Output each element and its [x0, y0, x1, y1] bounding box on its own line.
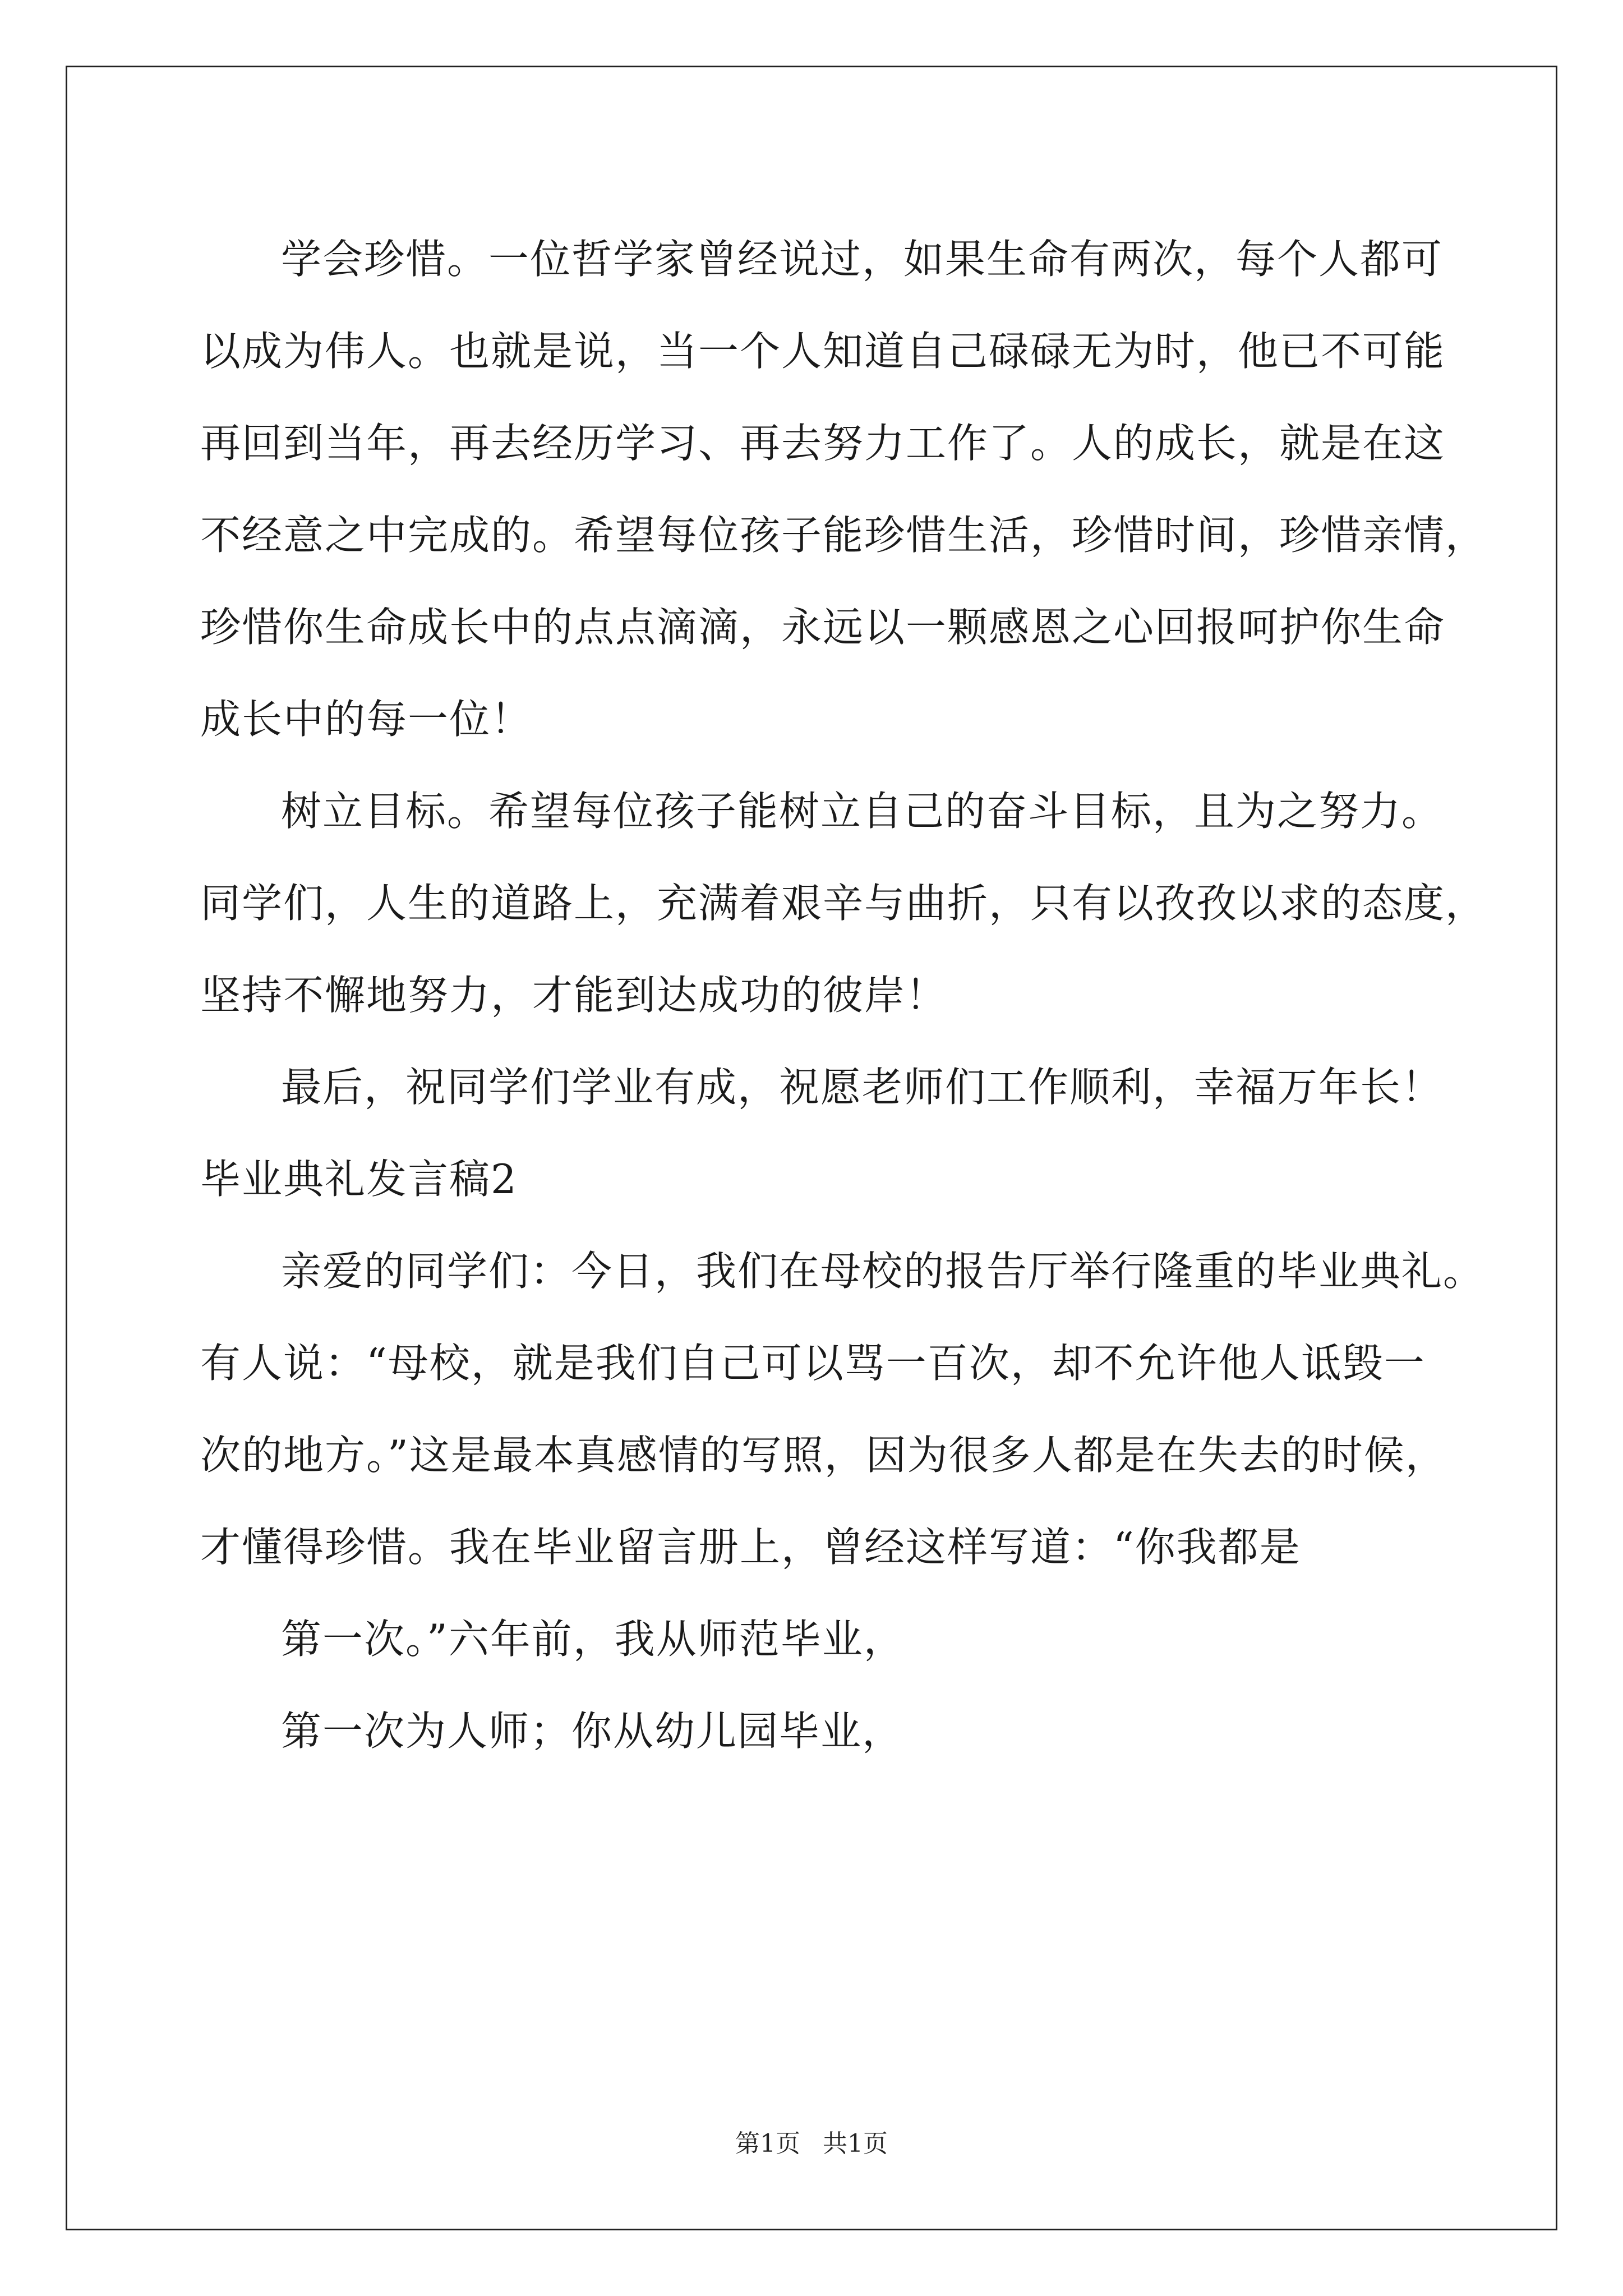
text-line: 最后，祝同学们学业有成，祝愿老师们工作顺利，幸福万年长！ — [281, 1064, 1444, 1111]
page-footer — [0, 2127, 1623, 2161]
text-line: 亲爱的同学们：今日，我们在母校的报告厅举行隆重的毕业典礼。 — [281, 1248, 1485, 1295]
document-body — [200, 213, 1487, 1777]
page-total: 共1页 — [823, 2129, 888, 2158]
text-line: 第一次为人师；你从幼儿园毕业， — [281, 1708, 904, 1755]
text-line: 树立目标。希望每位孩子能树立自己的奋斗目标，且为之努力。 — [281, 788, 1444, 835]
page-number: 第1页 — [735, 2129, 800, 2158]
text-line: 有人说：“母校，就是我们自己可以骂一百次，却不允许他人诋毁一 — [200, 1340, 1426, 1387]
text-line: 珍惜你生命成长中的点点滴滴，永远以一颗感恩之心回报呵护你生命 — [200, 604, 1446, 651]
text-line: 成长中的每一位！ — [200, 696, 533, 743]
text-line: 再回到当年，再去经历学习、再去努力工作了。人的成长，就是在这 — [200, 420, 1446, 467]
text-line: 同学们，人生的道路上，充满着艰辛与曲折，只有以孜孜以求的态度， — [200, 880, 1487, 927]
text-line: 学会珍惜。一位哲学家曾经说过，如果生命有两次，每个人都可 — [281, 236, 1444, 283]
text-line: 才懂得珍惜。我在毕业留言册上，曾经这样写道：“你我都是 — [200, 1524, 1301, 1571]
text-line: 坚持不懈地努力，才能到达成功的彼岸！ — [200, 972, 948, 1019]
text-line: 不经意之中完成的。希望每位孩子能珍惜生活，珍惜时间，珍惜亲情， — [200, 512, 1487, 559]
text-line: 第一次。”六年前，我从师范毕业， — [281, 1616, 905, 1663]
text-line: 以成为伟人。也就是说，当一个人知道自己碌碌无为时，他已不可能 — [200, 328, 1446, 375]
text-line: 次的地方。”这是最本真感情的写照，因为很多人都是在失去的时候， — [200, 1432, 1447, 1479]
section-heading: 毕业典礼发言稿2 — [200, 1156, 518, 1203]
